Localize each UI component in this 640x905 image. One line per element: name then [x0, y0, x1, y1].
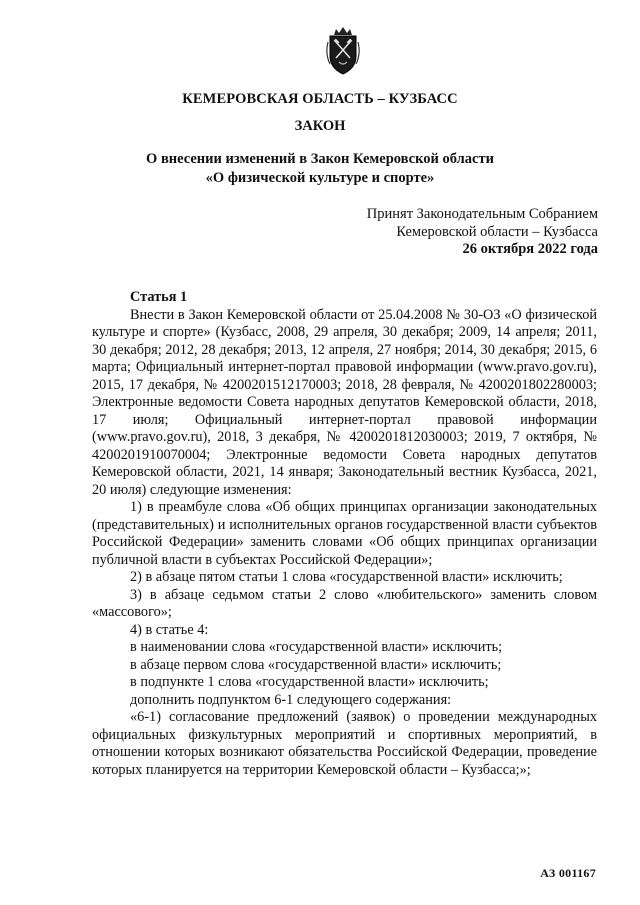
article-paragraph: 1) в преамбуле слова «Об общих принципах организации законодательных (представительных) и исполнительных органов государственной власти субъектов Российской Федерации» заменить словами «Об общих принципах организации публичной власти в субъектах Российской Федерации»;	[92, 499, 597, 568]
coat-of-arms-icon	[322, 26, 364, 76]
law-title	[0, 150, 640, 188]
article-heading: Статья 1	[130, 289, 188, 305]
article-paragraph: Внести в Закон Кемеровской области от 25.04.2008 № 30-ОЗ «О физической культуре и спорте» (Кузбасс, 2008, 29 апреля, 30 декабря; 2009, 14 апреля; 2011, 30 декабря; 2012, 28 декабря; 2013, 12 апреля, 27 ноября; 2014, 30 декабря; 2015, 6 марта; Официальный интернет-портал правовой информации (www.pravo.gov.ru), 2015, 17 декабря, № 4200201512170003; 2018, 28 февраля, № 4200201802280003; Электронные ведомости Совета народных депутатов Кемеровской области, 2018, 17 июля; Официальный интернет-портал правовой информации (www.pravo.gov.ru), 2018, 3 декабря, № 4200201812030003; 2019, 7 октября, № 4200201910070004; Электронные ведомости Совета народных депутатов Кемеровской области, 2021, 14 января; Законодательный вестник Кузбасса, 2021, 20 июля) следующие изменения:	[92, 306, 597, 498]
region-name: КЕМЕРОВСКАЯ ОБЛАСТЬ – КУЗБАСС	[182, 91, 458, 107]
article-paragraph: в наименовании слова «государственной власти» исключить;	[130, 639, 503, 655]
article-paragraph: 4) в статье 4:	[130, 621, 209, 638]
article-paragraph: 2) в абзаце пятом статьи 1 слова «государственной власти» исключить;	[130, 569, 563, 585]
adoption-line-1: Принят Законодательным Собранием	[366, 206, 598, 222]
article-paragraph: в подпункте 1 слова «государственной власти» исключить;	[130, 674, 489, 690]
adoption-line-2: Кемеровской области – Кузбасса	[396, 223, 598, 240]
adoption-block	[367, 206, 598, 259]
article-body	[92, 289, 597, 779]
article-paragraph: 3) в абзаце седьмом статьи 2 слово «любительского» заменить словом «массового»;	[92, 586, 597, 620]
article-paragraph: дополнить подпунктом 6-1 следующего содержания:	[130, 691, 452, 708]
law-title-line-1: О внесении изменений в Закон Кемеровской области	[146, 151, 494, 167]
law-title-line-2: «О физической культуре и спорте»	[205, 170, 435, 186]
adoption-date: 26 октября 2022 года	[462, 241, 598, 257]
article-paragraph: «6-1) согласование предложений (заявок) о проведении международных официальных физкультурных мероприятий и спортивных мероприятий, в отношении которых возникают обязательства Российской Федерации, проведение которых планируется на территории Кемеровской области – Кузбасса;»;	[92, 709, 597, 778]
article-paragraph: в абзаце первом слова «государственной власти» исключить;	[130, 656, 502, 673]
serial-number: АЗ 001167	[540, 866, 596, 880]
document-type: ЗАКОН	[294, 118, 346, 134]
